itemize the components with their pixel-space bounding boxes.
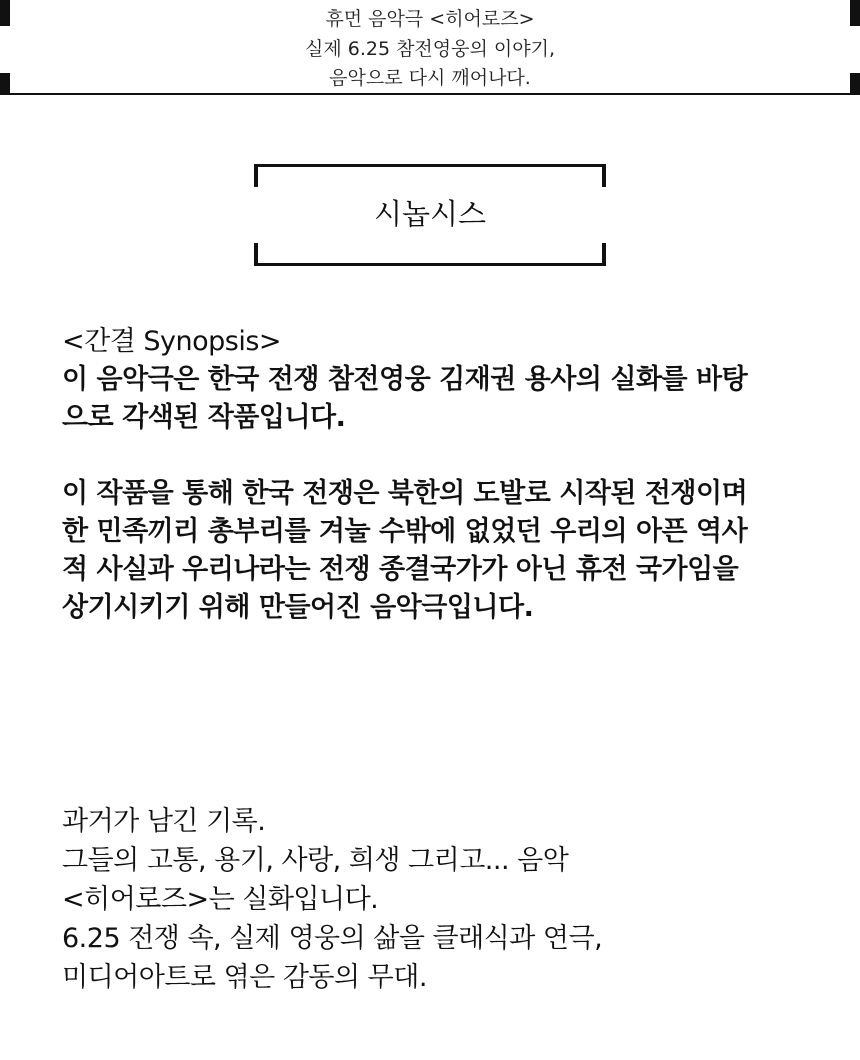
- bracket-bottom-decoration: [254, 243, 606, 266]
- synopsis-paragraph2-line: 적 사실과 우리나라는 전쟁 종결국가가 아닌 휴전 국가임을: [62, 554, 739, 585]
- section-title: 시놉시스: [373, 197, 487, 231]
- synopsis-paragraph1-line: 으로 각색된 작품입니다.: [62, 402, 346, 433]
- header-banner: [0, 0, 860, 95]
- synopsis-text: [62, 323, 802, 627]
- header-title: 휴먼 음악극 <히어로즈>: [325, 8, 535, 30]
- closing-line: 미디어아트로 엮은 감동의 무대.: [62, 962, 427, 993]
- closing-line: 그들의 고통, 용기, 사랑, 희생 그리고... 음악: [62, 845, 569, 876]
- synopsis-paragraph2-line: 이 작품을 통해 한국 전쟁은 북한의 도발로 시작된 전쟁이며: [62, 478, 748, 509]
- closing-line: 6.25 전쟁 속, 실제 영웅의 삶을 클래식과 연극,: [62, 923, 603, 954]
- header-tagline: 음악으로 다시 깨어나다.: [329, 67, 531, 89]
- header-subtitle: 실제 6.25 참전영웅의 이야기,: [304, 38, 555, 60]
- synopsis-paragraph2-line: 상기시키기 위해 만들어진 음악극입니다.: [62, 592, 534, 623]
- synopsis-paragraph2-line: 한 민족끼리 총부리를 겨눌 수밖에 없었던 우리의 아픈 역사: [62, 516, 748, 547]
- synopsis-subheading: <간결 Synopsis>: [62, 326, 282, 357]
- synopsis-paragraph1-line: 이 음악극은 한국 전쟁 참전영웅 김재권 용사의 실화를 바탕: [62, 364, 748, 395]
- closing-line: 과거가 남긴 기록.: [62, 806, 266, 837]
- closing-text: [62, 802, 802, 997]
- paragraph-spacer: [62, 437, 802, 475]
- section-title-box: [254, 164, 606, 266]
- closing-line: <히어로즈>는 실화입니다.: [62, 884, 379, 915]
- bracket-top-decoration: [254, 164, 606, 187]
